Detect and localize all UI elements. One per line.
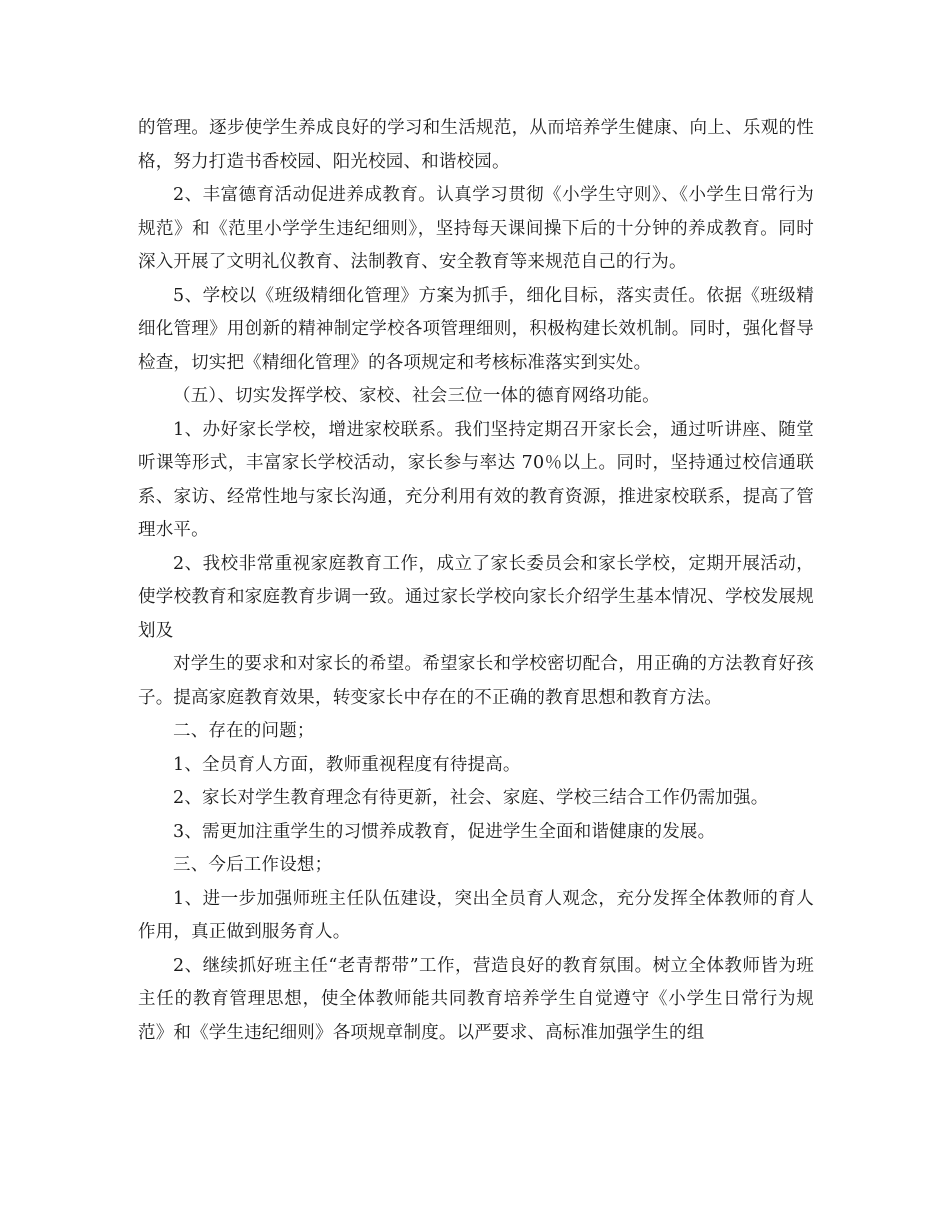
paragraph-6: 对学生的要求和对家长的希望。希望家长和学校密切配合，用正确的方法教育好孩子。提高家庭教育效果，转变家长中存在的不正确的教育思想和教育方法。 bbox=[138, 654, 814, 708]
paragraph-1: 的管理。逐步使学生养成良好的学习和生活规范，从而培养学生健康、向上、乐观的性格，努力打造书香校园、阳光校园、和谐校园。 bbox=[138, 118, 814, 172]
section-heading-plans: 三、今后工作设想； bbox=[173, 855, 333, 875]
plan-item-2: 2、继续抓好班主任“老青帮带”工作，营造良好的教育氛围。树立全体教师皆为班主任的教育管理思想，使全体教师能共同教育培养学生自觉遵守《小学生日常行为规范》和《学生违纪细则》各项规章制度。以严要求、高标准加强学生的组 bbox=[138, 955, 814, 1043]
problem-item-2: 2、家长对学生教育理念有待更新，社会、家庭、学校三结合工作仍需加强。 bbox=[173, 788, 769, 808]
document-body bbox=[138, 112, 814, 1050]
problem-item-3: 3、需更加注重学生的习惯养成教育，促进学生全面和谐健康的发展。 bbox=[173, 821, 716, 842]
paragraph-5: 2、我校非常重视家庭教育工作，成立了家长委员会和家长学校，定期开展活动，使学校教育和家庭教育步调一致。通过家长学校向家长介绍学生基本情况、学校发展规划及 bbox=[138, 553, 814, 641]
section-heading-problems: 二、存在的问题； bbox=[173, 721, 315, 741]
paragraph-4: 1、办好家长学校，增进家校联系。我们坚持定期召开家长会，通过听讲座、随堂听课等形式，丰富家长学校活动，家长参与率达 70％以上。同时，坚持通过校信通联系、家访、经常性地与家长沟通，充分利用有效的教育资源，推进家校联系，提高了管理水平。 bbox=[138, 419, 814, 540]
problem-item-1: 1、全员育人方面，教师重视程度有待提高。 bbox=[173, 754, 521, 775]
plan-item-1: 1、进一步加强师班主任队伍建设，突出全员育人观念，充分发挥全体教师的育人作用，真正做到服务育人。 bbox=[138, 888, 814, 942]
paragraph-3: 5、学校以《班级精细化管理》方案为抓手，细化目标，落实责任。依据《班级精细化管理》用创新的精神制定学校各项管理细则，积极构建长效机制。同时，强化督导检查，切实把《精细化管理》的各项规定和考核标准落实到实处。 bbox=[138, 285, 814, 373]
section-heading-5: （五）、切实发挥学校、家校、社会三位一体的德育网络功能。 bbox=[173, 386, 660, 406]
paragraph-2: 2、丰富德育活动促进养成教育。认真学习贯彻《小学生守则》、《小学生日常行为规范》和《范里小学学生违纪细则》，坚持每天课间操下后的十分钟的养成教育。同时深入开展了文明礼仪教育、法制教育、安全教育等来规范自己的行为。 bbox=[138, 185, 814, 272]
